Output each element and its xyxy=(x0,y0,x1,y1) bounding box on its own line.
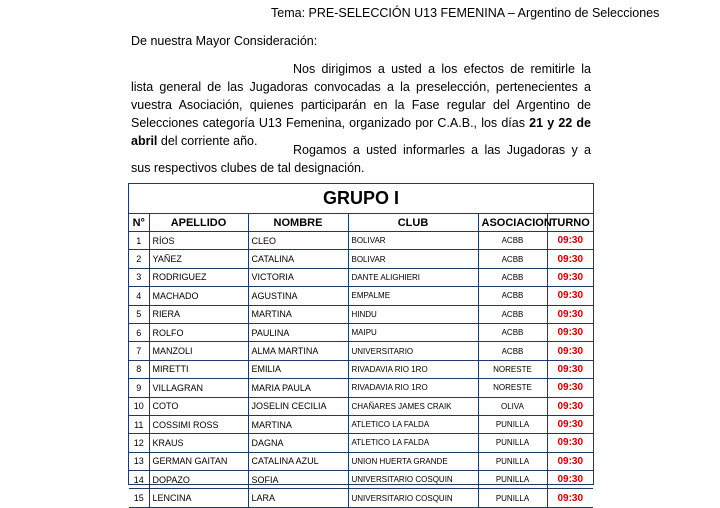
row-nombre: SOFIA xyxy=(248,471,348,489)
table-row xyxy=(129,305,593,323)
row-club: DANTE ALIGHIERI xyxy=(348,268,478,286)
header-number: N° xyxy=(129,214,149,232)
row-asociacion: PUNILLA xyxy=(478,452,547,470)
table-row xyxy=(129,342,593,360)
row-number: 5 xyxy=(129,305,149,323)
row-asociacion: ACBB xyxy=(478,250,547,268)
row-club: UNIVERSITARIO COSQUIN xyxy=(348,471,478,489)
row-apellido: DOPAZO xyxy=(149,471,248,489)
row-nombre: MARTINA xyxy=(248,305,348,323)
table-row xyxy=(129,489,593,507)
row-club: UNION HUERTA GRANDE xyxy=(348,452,478,470)
row-apellido: RODRIGUEZ xyxy=(149,268,248,286)
row-club: EMPALME xyxy=(348,287,478,305)
row-number: 6 xyxy=(129,323,149,341)
row-number: 7 xyxy=(129,342,149,360)
row-number: 3 xyxy=(129,268,149,286)
row-number: 10 xyxy=(129,397,149,415)
row-club: CHAÑARES JAMES CRAIK xyxy=(348,397,478,415)
row-apellido: LENCINA xyxy=(149,489,248,507)
row-apellido: MANZOLI xyxy=(149,342,248,360)
header-turno: TURNO xyxy=(547,214,593,232)
row-turno: 09:30 xyxy=(547,415,593,433)
header-asociacion: ASOCIACION xyxy=(478,214,547,232)
row-apellido: RÍOS xyxy=(149,232,248,250)
row-turno: 09:30 xyxy=(547,434,593,452)
row-club: HINDU xyxy=(348,305,478,323)
greeting: De nuestra Mayor Consideración: xyxy=(131,34,318,48)
row-nombre: AGUSTINA xyxy=(248,287,348,305)
row-number: 9 xyxy=(129,379,149,397)
row-club: ATLETICO LA FALDA xyxy=(348,434,478,452)
table-row xyxy=(129,471,593,489)
table-row xyxy=(129,434,593,452)
row-number: 15 xyxy=(129,489,149,507)
row-apellido: MACHADO xyxy=(149,287,248,305)
paragraph-request xyxy=(131,141,591,177)
row-apellido: KRAUS xyxy=(149,434,248,452)
players-table-container xyxy=(128,183,594,504)
row-asociacion: ACBB xyxy=(478,232,547,250)
players-table xyxy=(129,214,593,508)
row-nombre: JOSELIN CECILIA xyxy=(248,397,348,415)
header-nombre: NOMBRE xyxy=(248,214,348,232)
row-turno: 09:30 xyxy=(547,452,593,470)
table-row xyxy=(129,360,593,378)
row-club: RIVADAVIA RIO 1RO xyxy=(348,379,478,397)
row-asociacion: ACBB xyxy=(478,342,547,360)
topic-line: Tema: PRE-SELECCIÓN U13 FEMENINA – Argentino de Selecciones xyxy=(271,6,660,20)
row-turno: 09:30 xyxy=(547,323,593,341)
row-turno: 09:30 xyxy=(547,489,593,507)
row-asociacion: ACBB xyxy=(478,323,547,341)
row-asociacion: PUNILLA xyxy=(478,415,547,433)
row-club: BOLIVAR xyxy=(348,232,478,250)
row-asociacion: ACBB xyxy=(478,268,547,286)
row-asociacion: PUNILLA xyxy=(478,471,547,489)
row-nombre: CATALINA AZUL xyxy=(248,452,348,470)
row-number: 1 xyxy=(129,232,149,250)
row-number: 12 xyxy=(129,434,149,452)
row-nombre: DAGNA xyxy=(248,434,348,452)
row-turno: 09:30 xyxy=(547,471,593,489)
row-nombre: ALMA MARTINA xyxy=(248,342,348,360)
row-turno: 09:30 xyxy=(547,287,593,305)
row-turno: 09:30 xyxy=(547,305,593,323)
players-table-body xyxy=(129,232,593,508)
row-apellido: COSSIMI ROSS xyxy=(149,415,248,433)
group-title: GRUPO I xyxy=(129,184,593,214)
row-club: MAIPU xyxy=(348,323,478,341)
row-club: BOLIVAR xyxy=(348,250,478,268)
row-number: 4 xyxy=(129,287,149,305)
row-nombre: PAULINA xyxy=(248,323,348,341)
table-row xyxy=(129,415,593,433)
row-turno: 09:30 xyxy=(547,342,593,360)
row-number: 14 xyxy=(129,471,149,489)
row-club: ATLETICO LA FALDA xyxy=(348,415,478,433)
header-apellido: APELLIDO xyxy=(149,214,248,232)
row-nombre: LARA xyxy=(248,489,348,507)
paragraph-request-text: Rogamos a usted informarles a las Jugadoras y a sus respectivos clubes de tal designación. xyxy=(131,143,591,175)
row-turno: 09:30 xyxy=(547,379,593,397)
row-asociacion: PUNILLA xyxy=(478,489,547,507)
row-turno: 09:30 xyxy=(547,397,593,415)
row-nombre: CLEO xyxy=(248,232,348,250)
row-apellido: GERMAN GAITAN xyxy=(149,452,248,470)
row-number: 11 xyxy=(129,415,149,433)
row-asociacion: NORESTE xyxy=(478,360,547,378)
row-apellido: YAÑEZ xyxy=(149,250,248,268)
row-turno: 09:30 xyxy=(547,360,593,378)
row-club: RIVADAVIA RIO 1RO xyxy=(348,360,478,378)
row-number: 8 xyxy=(129,360,149,378)
paragraph-intro-tail: del corriente año. xyxy=(157,134,258,148)
table-row xyxy=(129,452,593,470)
row-nombre: CATALINA xyxy=(248,250,348,268)
row-apellido: RIERA xyxy=(149,305,248,323)
row-turno: 09:30 xyxy=(547,250,593,268)
row-club: UNIVERSITARIO COSQUIN xyxy=(348,489,478,507)
row-asociacion: ACBB xyxy=(478,287,547,305)
row-apellido: MIRETTI xyxy=(149,360,248,378)
row-turno: 09:30 xyxy=(547,232,593,250)
paragraph-intro-text: Nos dirigimos a usted a los efectos de remitirle la lista general de las Jugadoras convocadas a la preselección, pertenecientes a vuestra Asociación, quienes participarán en la Fase regular del Argentino de Selecciones categoría U13 Femenina, organizado por C.A.B., los días xyxy=(131,62,591,130)
row-apellido: VILLAGRAN xyxy=(149,379,248,397)
row-number: 13 xyxy=(129,452,149,470)
paragraph-intro-dates: 21 y 22 de abril xyxy=(131,116,591,148)
table-row xyxy=(129,323,593,341)
table-row xyxy=(129,268,593,286)
table-row xyxy=(129,379,593,397)
row-nombre: EMILIA xyxy=(248,360,348,378)
table-row xyxy=(129,250,593,268)
row-asociacion: NORESTE xyxy=(478,379,547,397)
row-number: 2 xyxy=(129,250,149,268)
row-nombre: VICTORIA xyxy=(248,268,348,286)
row-nombre: MARTINA xyxy=(248,415,348,433)
row-asociacion: PUNILLA xyxy=(478,434,547,452)
paragraph-intro xyxy=(131,60,591,150)
row-asociacion: OLIVA xyxy=(478,397,547,415)
row-club: UNIVERSITARIO xyxy=(348,342,478,360)
table-row xyxy=(129,232,593,250)
table-row xyxy=(129,287,593,305)
row-apellido: COTO xyxy=(149,397,248,415)
header-club: CLUB xyxy=(348,214,478,232)
row-nombre: MARIA PAULA xyxy=(248,379,348,397)
row-apellido: ROLFO xyxy=(149,323,248,341)
row-turno: 09:30 xyxy=(547,268,593,286)
table-header-row xyxy=(129,214,593,232)
row-asociacion: ACBB xyxy=(478,305,547,323)
table-row xyxy=(129,397,593,415)
